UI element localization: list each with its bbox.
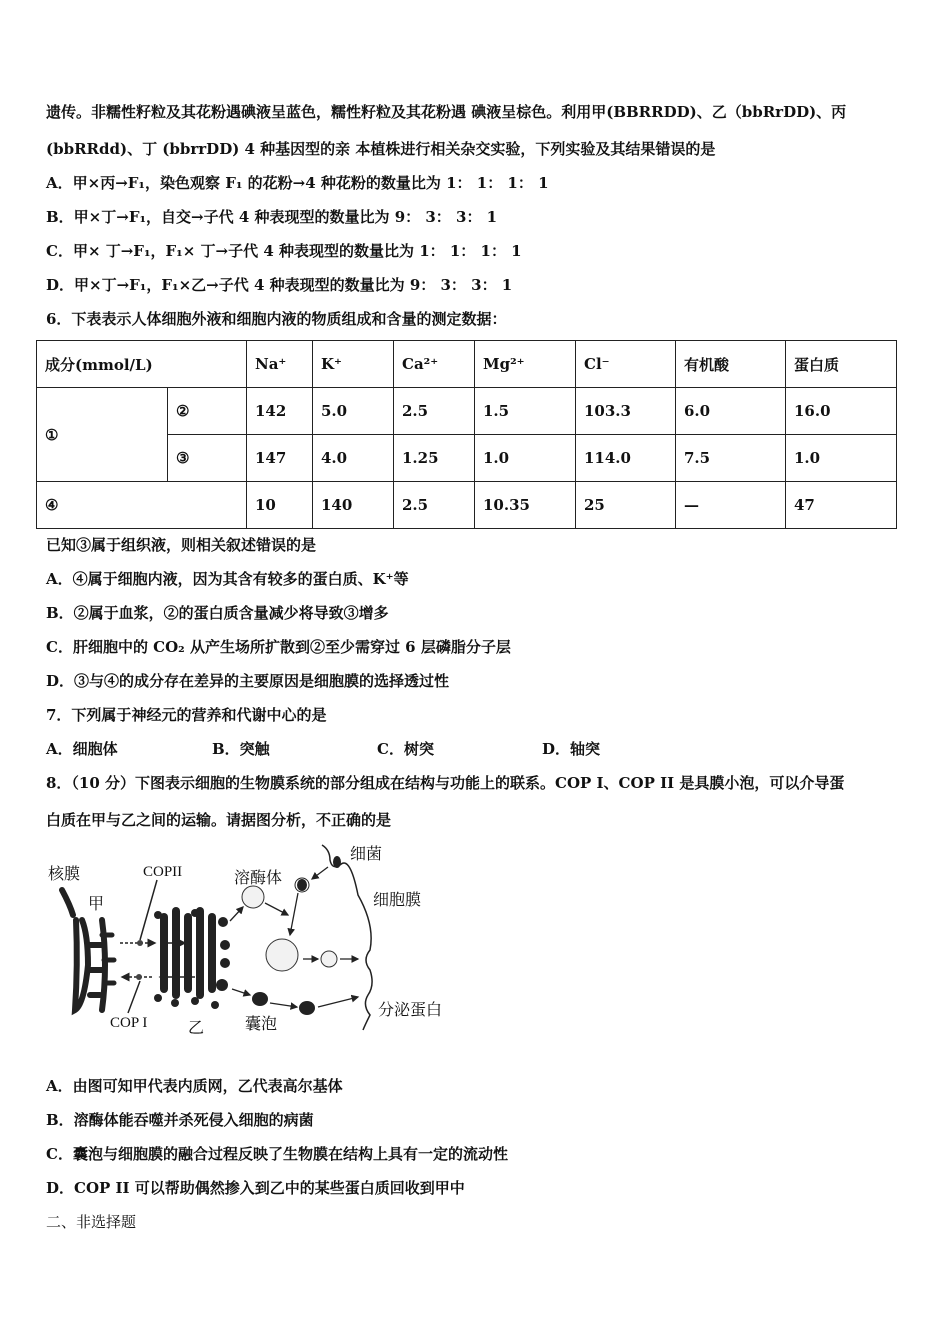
q5-option-a: A．甲×丙→F₁，染色观察 F₁ 的花粉→4 种花粉的数量比为 1： 1： 1： 1 <box>46 174 549 192</box>
label-cell-membrane: 细胞膜 <box>373 890 422 909</box>
q7-stem: 7．下列属于神经元的营养和代谢中心的是 <box>46 706 327 724</box>
table-cell: 114.0 <box>576 435 676 482</box>
table-cell: 7.5 <box>676 435 786 482</box>
q5-option-c: C．甲× 丁→F₁，F₁× 丁→子代 4 种表现型的数量比为 1： 1： 1： 1 <box>46 242 522 260</box>
table-cell: ④ <box>37 482 247 529</box>
q6-option-b: B．②属于血浆，②的蛋白质含量减少将导致③增多 <box>46 604 389 622</box>
q5-stem-line1: 遗传。非糯性籽粒及其花粉遇碘液呈蓝色，糯性籽粒及其花粉遇 碘液呈棕色。利用甲(BBRRDD)、乙（bbRrDD)、丙 <box>46 103 847 121</box>
table-header-row <box>37 341 897 388</box>
label-copi: COP I <box>110 1015 148 1031</box>
q7-option-d: D．轴突 <box>542 740 601 758</box>
label-secreted-protein: 分泌蛋白 <box>378 1000 443 1019</box>
table-cell: 1.5 <box>475 388 576 435</box>
table-cell: 140 <box>313 482 394 529</box>
q8-stem-line1: 8．（10 分）下图表示细胞的生物膜系统的部分组成在结构与功能上的联系。COP I、COP II 是具膜小泡，可以介导蛋 <box>46 774 845 792</box>
header-cell: Cl⁻ <box>576 341 676 388</box>
q8-option-d: D．COP II 可以帮助偶然掺入到乙中的某些蛋白质回收到甲中 <box>46 1179 465 1197</box>
table-cell: 25 <box>576 482 676 529</box>
q5-option-b: B．甲×丁→F₁，自交→子代 4 种表现型的数量比为 9： 3： 3： 1 <box>46 208 498 226</box>
table-row <box>37 388 897 435</box>
label-bacteria: 细菌 <box>350 844 383 863</box>
table-cell: 147 <box>247 435 313 482</box>
label-lysosome: 溶酶体 <box>234 868 283 887</box>
q7-option-b: B．突触 <box>212 740 270 758</box>
table-cell: 6.0 <box>676 388 786 435</box>
table-row <box>37 482 897 529</box>
q7-option-c: C．树突 <box>377 740 434 758</box>
q6-option-c: C．肝细胞中的 CO₂ 从产生场所扩散到②至少需穿过 6 层磷脂分子层 <box>46 638 511 656</box>
q6-option-a: A．④属于细胞内液，因为其含有较多的蛋白质、K⁺等 <box>46 570 409 588</box>
table-cell: 1.0 <box>475 435 576 482</box>
label-vesicle: 囊泡 <box>245 1014 278 1033</box>
label-copii: COPII <box>143 864 183 880</box>
table-cell: 1.25 <box>394 435 475 482</box>
table-cell: 10.35 <box>475 482 576 529</box>
label-jia: 甲 <box>88 894 105 913</box>
header-cell: Na⁺ <box>247 341 313 388</box>
q6-stem: 6．下表表示人体细胞外液和细胞内液的物质组成和含量的测定数据： <box>46 310 507 328</box>
q6-option-d: D．③与④的成分存在差异的主要原因是细胞膜的选择透过性 <box>46 672 450 690</box>
membrane-system-diagram <box>40 835 460 1045</box>
q7-option-a: A．细胞体 <box>46 740 118 758</box>
header-cell: 有机酸 <box>676 341 786 388</box>
table-cell: 1.0 <box>786 435 897 482</box>
q5-option-d: D．甲×丁→F₁，F₁×乙→子代 4 种表现型的数量比为 9： 3： 3： 1 <box>46 276 513 294</box>
group-label-cell: ① <box>37 388 168 482</box>
table-cell: 142 <box>247 388 313 435</box>
header-cell: K⁺ <box>313 341 394 388</box>
q6-after-text: 已知③属于组织液，则相关叙述错误的是 <box>46 536 317 554</box>
table-cell: 4.0 <box>313 435 394 482</box>
header-cell: 蛋白质 <box>786 341 897 388</box>
q8-option-b: B．溶酶体能吞噬并杀死侵入细胞的病菌 <box>46 1111 314 1129</box>
q8-option-a: A．由图可知甲代表内质网，乙代表高尔基体 <box>46 1077 343 1095</box>
label-yi: 乙 <box>188 1018 205 1037</box>
table-cell: ③ <box>168 435 247 482</box>
table-cell: 2.5 <box>394 482 475 529</box>
composition-table <box>36 340 897 529</box>
header-cell: 成分(mmol/L) <box>37 341 247 388</box>
header-cell: Mg²⁺ <box>475 341 576 388</box>
table-cell: 2.5 <box>394 388 475 435</box>
table-cell: 47 <box>786 482 897 529</box>
q8-option-c: C．囊泡与细胞膜的融合过程反映了生物膜在结构上具有一定的流动性 <box>46 1145 508 1163</box>
q8-stem-line2: 白质在甲与乙之间的运输。请据图分析，不正确的是 <box>46 811 392 829</box>
table-cell: 103.3 <box>576 388 676 435</box>
table-cell: ② <box>168 388 247 435</box>
section-heading: 二、非选择题 <box>46 1213 137 1231</box>
q5-stem-line2: (bbRRdd)、丁 (bbrrDD) 4 种基因型的亲 本植株进行相关杂交实验，下列实验及其结果错误的是 <box>46 140 716 158</box>
table-cell: 5.0 <box>313 388 394 435</box>
table-cell: — <box>676 482 786 529</box>
table-cell: 16.0 <box>786 388 897 435</box>
label-nuclear-membrane: 核膜 <box>48 864 81 883</box>
header-cell: Ca²⁺ <box>394 341 475 388</box>
table-cell: 10 <box>247 482 313 529</box>
